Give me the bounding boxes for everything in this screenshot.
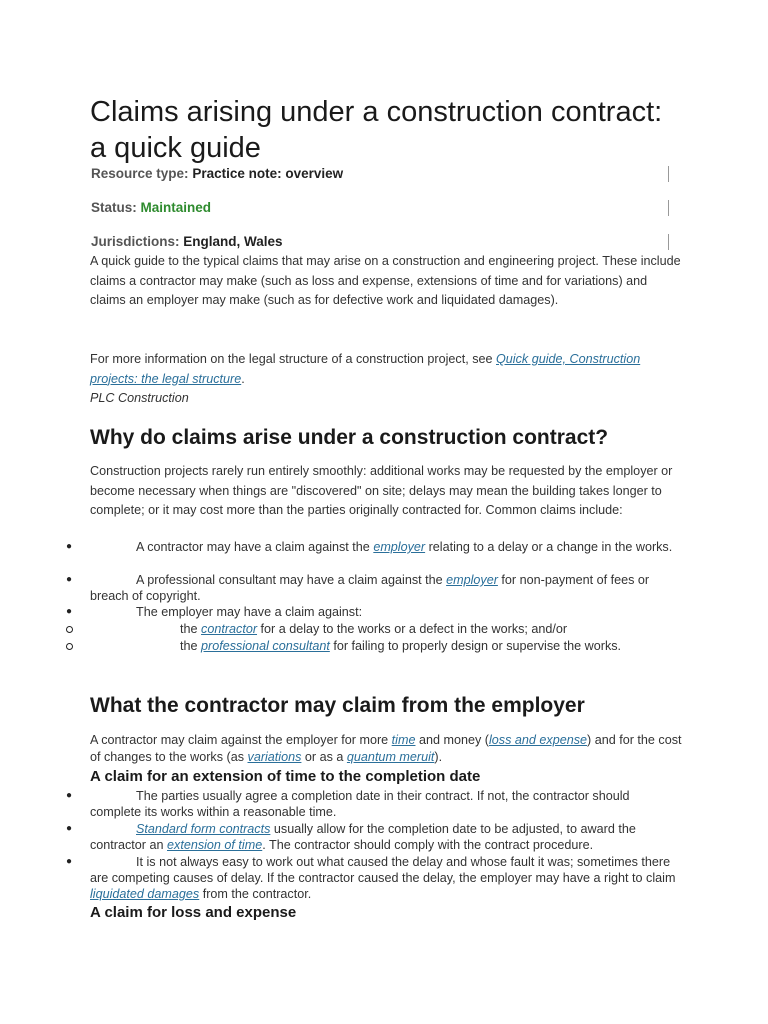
quantum-meruit-link[interactable]: quantum meruit bbox=[346, 750, 435, 764]
more-info-paragraph bbox=[90, 350, 682, 389]
page-title: Claims arising under a construction contract: a quick guide bbox=[90, 96, 663, 164]
resource-type-row bbox=[91, 166, 343, 181]
resource-type-value: Practice note: overview bbox=[192, 166, 344, 181]
divider-bar bbox=[668, 234, 669, 250]
subheading-loss-and-expense: A claim for loss and expense bbox=[90, 904, 297, 921]
circle-bullet-icon bbox=[66, 643, 73, 650]
employer-link[interactable]: employer bbox=[373, 540, 426, 554]
bullet-icon: ● bbox=[66, 541, 73, 552]
section2-body: A contractor may claim against the employer for more time and money (loss and expense) and for the cost of changes to the works (as variations or as a quantum meruit). bbox=[90, 733, 682, 764]
section-heading-why-claims: Why do claims arise under a construction contract? bbox=[90, 426, 609, 449]
bullet-icon: ● bbox=[66, 823, 73, 834]
variations-link[interactable]: variations bbox=[247, 750, 302, 764]
sub-list-item: the professional consultant for failing to properly design or supervise the works. bbox=[180, 639, 622, 653]
section-heading-contractor-claims: What the contractor may claim from the employer bbox=[90, 694, 585, 717]
bullet-icon: ● bbox=[66, 606, 73, 617]
professional-consultant-link[interactable]: professional consultant bbox=[201, 639, 330, 653]
status-row bbox=[91, 200, 211, 215]
jurisdictions-label: Jurisdictions: bbox=[91, 234, 180, 249]
resource-type-label: Resource type: bbox=[91, 166, 189, 181]
status-value: Maintained bbox=[140, 200, 212, 215]
bullet-icon: ● bbox=[66, 856, 73, 867]
more-info-suffix: . bbox=[241, 371, 245, 386]
list-item: It is not always easy to work out what caused the delay and whose fault it was; sometimes there are competing causes of delay. If the contractor caused the delay, the employer may have a right to claim liquidated damages from the contractor. bbox=[90, 855, 676, 901]
sub-list-item: the contractor for a delay to the works or a defect in the works; and/or bbox=[180, 622, 568, 636]
list-item: A contractor may have a claim against the employer relating to a delay or a change in the works. bbox=[136, 540, 673, 554]
jurisdictions-row bbox=[91, 234, 283, 249]
standard-form-contracts-link[interactable]: Standard form contracts bbox=[136, 822, 271, 836]
jurisdictions-value: England, Wales bbox=[183, 234, 283, 249]
subheading-extension-of-time: A claim for an extension of time to the completion date bbox=[90, 768, 481, 785]
bullet-icon: ● bbox=[66, 790, 73, 801]
loss-and-expense-link[interactable]: loss and expense bbox=[488, 733, 588, 747]
bullet-icon: ● bbox=[66, 574, 73, 585]
circle-bullet-icon bbox=[66, 626, 73, 633]
list-item: The employer may have a claim against: bbox=[136, 605, 363, 619]
list-item: Standard form contracts usually allow for the completion date to be adjusted, to award the contractor an extension of time. The contractor should comply with the contract procedure. bbox=[90, 822, 636, 852]
liquidated-damages-link[interactable]: liquidated damages bbox=[90, 887, 200, 901]
status-label: Status: bbox=[91, 200, 137, 215]
intro-summary: A quick guide to the typical claims that may arise on a construction and engineering project. These include claims a contractor may make (such as loss and expense, extensions of time and for variations) and claims an employer may make (such as for defective work and liquidated damages). bbox=[90, 254, 681, 307]
source-label: PLC Construction bbox=[90, 391, 189, 405]
employer-link[interactable]: employer bbox=[446, 573, 498, 587]
more-info-prefix: For more information on the legal structure of a construction project, see bbox=[90, 352, 496, 366]
time-link[interactable]: time bbox=[391, 733, 416, 747]
list-item: A professional consultant may have a claim against the employer for non-payment of fees or breach of copyright. bbox=[90, 573, 650, 603]
divider-bar bbox=[668, 200, 669, 216]
legal-structure-link[interactable]: Quick guide, Construction projects: the legal structure bbox=[90, 352, 641, 386]
contractor-link[interactable]: contractor bbox=[201, 622, 258, 636]
divider-bar bbox=[668, 166, 669, 182]
list-item: The parties usually agree a completion date in their contract. If not, the contractor should complete its works within a reasonable time. bbox=[90, 789, 630, 819]
extension-of-time-link[interactable]: extension of time bbox=[167, 838, 263, 852]
section1-body: Construction projects rarely run entirely smoothly: additional works may be requested by the employer or become necessary when things are "discovered" on site; delays may mean the building takes longer to complete; or it may cost more than the parties originally contracted for. Common claims include: bbox=[90, 464, 673, 517]
